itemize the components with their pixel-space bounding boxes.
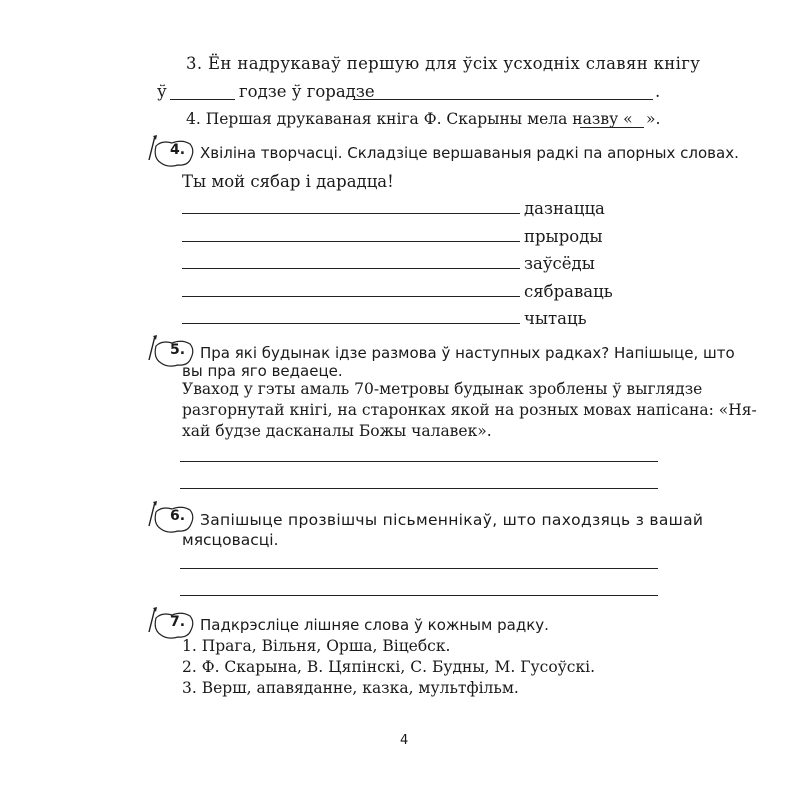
task4-close: ».	[646, 110, 661, 128]
task3-year-blank[interactable]	[170, 99, 235, 100]
verse-line-blank[interactable]	[182, 213, 520, 214]
exercise-6-number: 6.	[170, 508, 186, 524]
exercise-4-badge	[146, 132, 204, 172]
verse-line-blank[interactable]	[182, 296, 520, 297]
task3-end: .	[655, 82, 661, 101]
exercise-7-item[interactable]: 1. Прага, Вільня, Орша, Віцебск.	[182, 637, 451, 655]
exercise-7-item[interactable]: 2. Ф. Скарына, В. Цяпінскі, С. Будны, М. Гусоўскі.	[182, 658, 596, 676]
anchor-word: дазнацца	[524, 199, 605, 218]
exercise-7-number: 7.	[170, 614, 186, 630]
answer-line[interactable]	[180, 595, 658, 596]
task3-prefix: ў	[157, 82, 167, 101]
exercise-5-text-line1: Уваход у гэты амаль 70-метровы будынак зроблены ў выглядзе	[182, 380, 703, 398]
answer-line[interactable]	[180, 488, 658, 489]
exercise-5-number: 5.	[170, 342, 186, 358]
anchor-word: сябраваць	[524, 282, 613, 301]
exercise-4-number: 4.	[170, 142, 186, 158]
exercise-5-prompt-line2: вы пра яго ведаеце.	[182, 362, 343, 380]
exercise-7-item[interactable]: 3. Верш, апавяданне, казка, мультфільм.	[182, 679, 519, 697]
exercise-5-text-line3: хай будзе дасканалы Божы чалавек».	[182, 422, 492, 440]
anchor-word: заўсёды	[524, 254, 595, 273]
verse-line-blank[interactable]	[182, 323, 520, 324]
exercise-5-text-line2: разгорнутай кнігі, на старонках якой на розных мовах напісана: «Ня-	[182, 401, 757, 419]
page-number: 4	[400, 733, 409, 748]
task3-line1: 3. Ён надрукаваў першую для ўсіх усходніх славян кнігу	[186, 54, 701, 73]
exercise-5-prompt-line1: Пра які будынак ідзе размова ў наступных радках? Напішыце, што	[200, 344, 735, 362]
exercise-6-prompt-line2: мясцовасці.	[182, 531, 279, 549]
task3-mid: годзе ў горадзе	[239, 82, 375, 101]
anchor-word: прыроды	[524, 227, 603, 246]
task4-title-blank[interactable]	[580, 127, 644, 128]
task3-city-blank[interactable]	[353, 99, 653, 100]
exercise-6-prompt-line1: Запішыце прозвішчы пісьменнікаў, што паходзяць з вашай	[200, 511, 704, 529]
verse-line-blank[interactable]	[182, 268, 520, 269]
exercise-7-prompt: Падкрэсліце лішняе слова ў кожным радку.	[200, 616, 549, 634]
answer-line[interactable]	[180, 461, 658, 462]
answer-line[interactable]	[180, 568, 658, 569]
exercise-4-first-line: Ты мой сябар і дарадца!	[182, 172, 394, 191]
anchor-word: чытаць	[524, 309, 587, 328]
verse-line-blank[interactable]	[182, 241, 520, 242]
exercise-4-prompt: Хвіліна творчасці. Складзіце вершаваныя радкі па апорных словах.	[200, 144, 739, 162]
task4-question: 4. Першая друкаваная кніга Ф. Скарыны мела назву «	[186, 110, 633, 128]
